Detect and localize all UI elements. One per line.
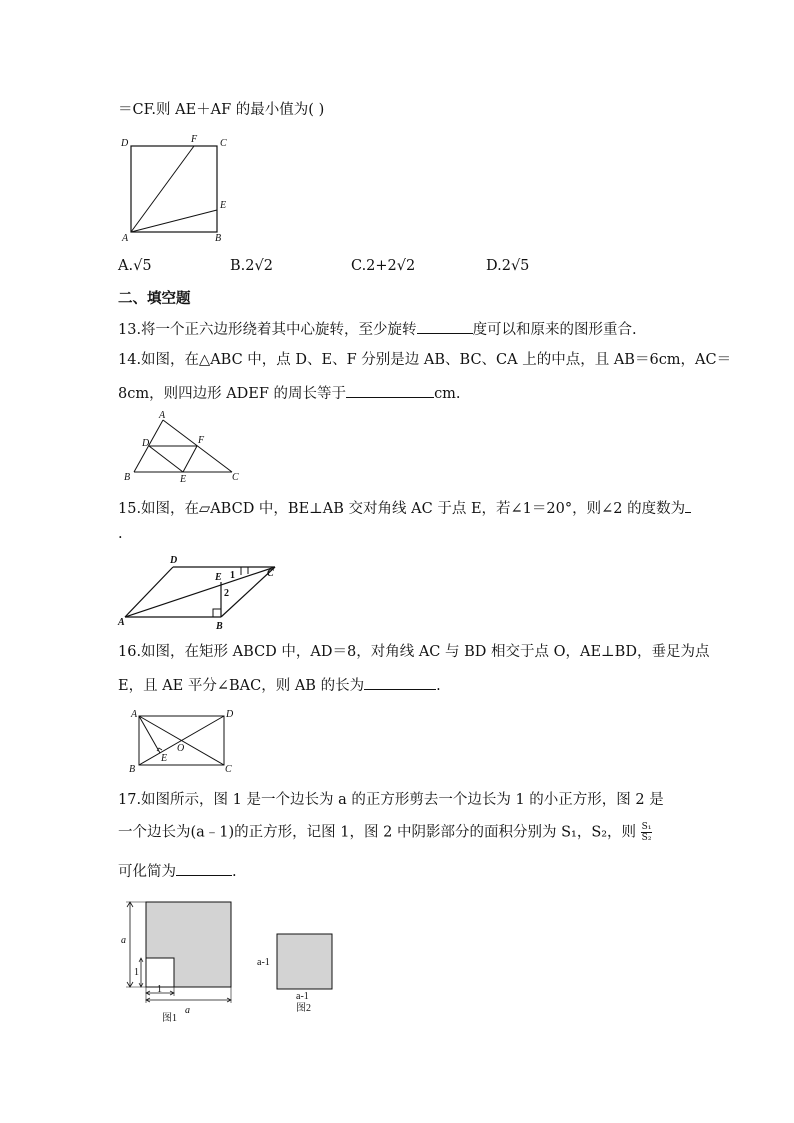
label-E: E	[220, 200, 227, 211]
para-label-E: E	[215, 572, 222, 583]
label-A: A	[122, 233, 129, 244]
rect-label-A: A	[131, 709, 138, 720]
option-d: D.2√5	[486, 258, 530, 274]
fig1-caption: 图1	[162, 1013, 177, 1024]
para-label-B: B	[216, 621, 223, 632]
q15-parallelogram-figure	[115, 550, 290, 634]
q17-line1: 17.如图所示，图 1 是一个边长为 a 的正方形剪去一个边长为 1 的小正方形，图 2 是	[118, 792, 664, 808]
tri-label-B: B	[124, 472, 131, 483]
q17-line3: 可化简为 .	[118, 860, 237, 882]
q14-triangle-figure	[118, 408, 248, 484]
para-label-C: C	[267, 568, 274, 579]
rect-label-C: C	[225, 764, 232, 775]
fig2-caption: 图2	[296, 1003, 311, 1014]
label-F: F	[191, 134, 198, 145]
rect-label-E: E	[161, 753, 168, 764]
para-label-D: D	[170, 555, 178, 566]
s1-over-s2-fraction: $\frac{\text{S₁}}{\text{S₂}}$	[641, 822, 652, 843]
label-D: D	[121, 138, 129, 149]
tri-label-F: F	[198, 435, 205, 446]
fig1-label-1-side: 1	[134, 967, 139, 978]
rect-label-D: D	[226, 709, 234, 720]
q15-blank[interactable]	[685, 497, 691, 513]
para-label-1: 1	[230, 570, 235, 581]
q17-blank[interactable]	[176, 860, 232, 876]
para-label-2: 2	[224, 588, 229, 599]
q12-square-figure	[118, 132, 238, 244]
q13-text: 13.将一个正六边形绕着其中心旋转，至少旋转 度可以和原来的图形重合.	[118, 318, 637, 340]
para-label-A: A	[118, 617, 125, 628]
q16-rectangle-figure	[125, 706, 243, 776]
fig1-label-1-bottom: 1	[157, 984, 162, 995]
q14-line1: 14.如图，在△ABC 中，点 D、E、F 分别是边 AB、BC、CA 上的中点，且 AB＝6cm，AC＝	[118, 352, 732, 368]
q16-line2: E，且 AE 平分∠BAC，则 AB 的长为 .	[118, 674, 441, 696]
fig1-label-a-bottom: a	[185, 1005, 190, 1016]
rect-label-B: B	[129, 764, 136, 775]
option-b: B.2√2	[230, 258, 273, 274]
q12-stem-tail: ＝CF.则 AE＋AF 的最小值为( )	[118, 102, 325, 118]
tri-label-E: E	[180, 474, 187, 484]
label-B: B	[215, 233, 222, 244]
fig2-label-a1-side: a-1	[257, 957, 270, 968]
tri-label-C: C	[232, 472, 239, 483]
q17-figure-1	[118, 895, 243, 1025]
fig2-label-a1-bottom: a-1	[296, 991, 309, 1002]
q15-line1: 15.如图，在▱ABCD 中，BE⊥AB 交对角线 AC 于点 E，若∠1＝20°，则∠2 的度数为	[118, 497, 691, 519]
q15-line2: .	[118, 526, 123, 542]
option-a: A.√5	[118, 258, 152, 274]
option-c: C.2+2√2	[351, 258, 416, 274]
fig1-label-a-side: a	[121, 935, 126, 946]
tri-label-A: A	[159, 410, 166, 421]
section-title: 二、填空题	[118, 291, 191, 307]
q14-line2: 8cm，则四边形 ADEF 的周长等于 cm.	[118, 382, 461, 404]
label-C: C	[220, 138, 227, 149]
tri-label-D: D	[142, 438, 150, 449]
q16-line1: 16.如图，在矩形 ABCD 中，AD＝8，对角线 AC 与 BD 相交于点 O，AE⊥BD，垂足为点	[118, 644, 710, 660]
q13-blank[interactable]	[417, 318, 473, 334]
q14-blank[interactable]	[346, 382, 434, 398]
q17-line2: 一个边长为(a﹣1)的正方形，记图 1，图 2 中阴影部分的面积分别为 S₁，S₂，则 $\frac{\text{S₁}}{\text{S₂}}$	[118, 822, 652, 843]
rect-label-O: O	[177, 743, 185, 754]
q17-figure-2	[252, 925, 342, 1020]
q16-blank[interactable]	[364, 674, 436, 690]
